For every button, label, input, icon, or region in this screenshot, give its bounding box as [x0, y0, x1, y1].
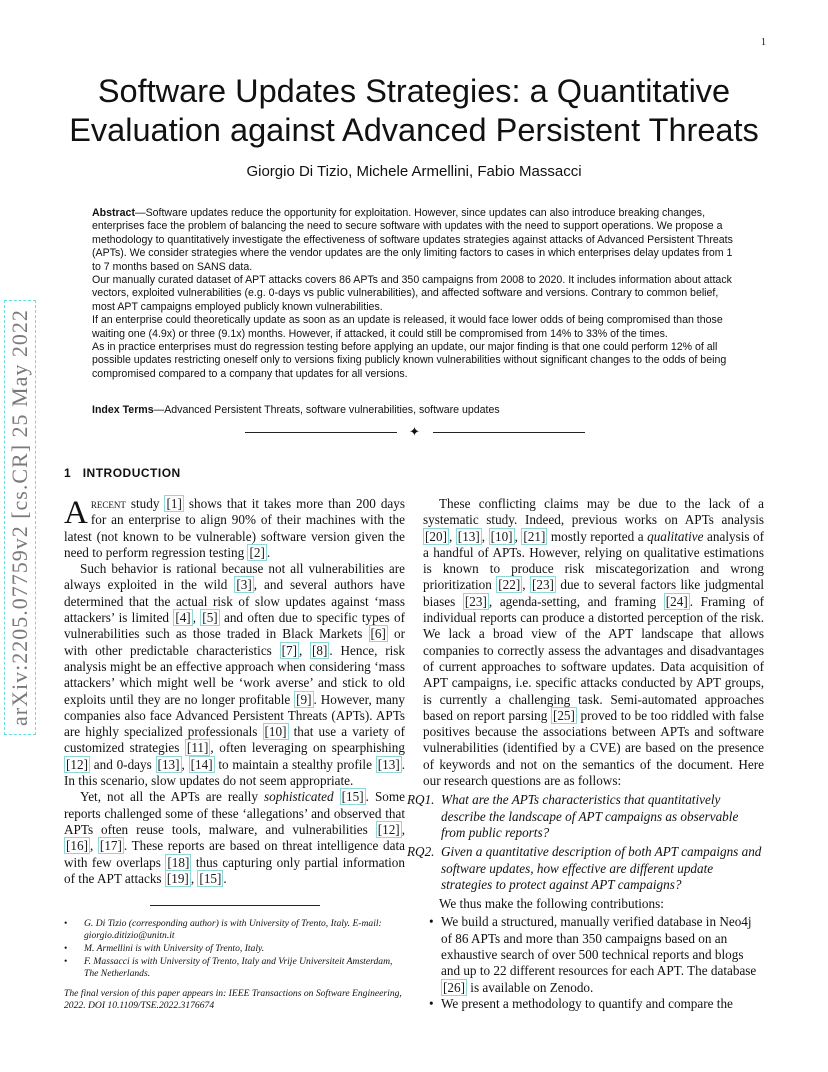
index-terms-label: Index Terms	[92, 404, 154, 416]
citation-link[interactable]: [12]	[377, 821, 400, 837]
intro-paragraph-2: Such behavior is rational because not all vulnerabilities are always exploited in the wild [3] , and several authors have determined that the actual risk of slow updates against ‘mass attackers’ is limited [4] , [5] and often due to specific types of vulnerabilities such as those traded in Black Markets [6] or with other predictable characteristics [7] , [8] . Hence, risk analysis might be an effective approach when considering ‘mass attackers’ which might well be ‘work averse’ and stick to old exploits until they are no longer profitable [9] . However, many companies also face Advanced Persistent Threats (APTs). APTs are highly specialized professionals [10] that use a variety of customized strategies [11] , often leveraging on spearphishing [12] and 0-days [13] , [14] to maintain a stealthy profile [13] . In this scenario, slow updates do not seem appropriate.	[64, 561, 406, 789]
citation-link[interactable]: [20]	[425, 528, 447, 544]
intro-paragraph-4: These conflicting claims may be due to the lack of a systematic study. Indeed, previous works on APTs analysis [20] , [13] , [10] , [21] mostly reported a qualitative analysis of a handful of APTs. However, relying on qualitative estimations is known to produce risk miscategorization and wrong prioritization [22] , [23] due to several factors like judgmental biases [23] , agenda-setting, and framing [24] . Framing of individual reports can produce a distorted perception of the risk. We lack a broad view of the APT landscape that allows companies to correctly assess the advantages and disadvantages of current approaches to software updates. Data acquisition of APT campaigns, i.e. specific attacks conducted by APT groups, is currently a challenging task. Semi-automated approaches based on report parsing [25] proved to be too riddled with false positives because the associations between APTs and software vulnerabilities (identified by a CVE) are based on the presence of keywords and not on the semantics of the document. Here our research questions are as follows:	[423, 496, 765, 789]
citation-link[interactable]: [18]	[167, 854, 190, 870]
section-title: INTRODUCTION	[82, 466, 181, 480]
contribution-item: • We build a structured, manually verified database in Neo4j of 86 APTs and more than 350 campaigns based on an exhaustive search of over 500 technical reports and blogs and up to 22 different resources for each APT. The database [26] is available on Zenodo.	[441, 914, 764, 995]
citation-link[interactable]: [21]	[523, 528, 546, 544]
footnote-rule	[150, 905, 320, 906]
citation-link[interactable]: [13]	[157, 756, 180, 772]
citation-link[interactable]: [13]	[457, 528, 480, 544]
separator-line-left	[245, 432, 397, 433]
citation-link[interactable]: [6]	[370, 626, 386, 642]
abstract-p1: Abstract—Software updates reduce the opportunity for exploitation. However, since updates can also introduce breaking changes, enterprises face the problem of balancing the need to secure software with updates with the need to support operations. We propose a methodology to quantitatively investigate the effectiveness of software updates strategies against attacks of Advanced Persistent Threats (APTs). We consider strategies where the vendor updates are the only limiting factors to cases in which enterprises delay updates from 1 to 7 months based on SANS data.	[92, 207, 733, 273]
dropcap: A	[64, 495, 88, 531]
footnote-author-2: • M. Armellini is with University of Trento, Italy.	[64, 943, 404, 955]
citation-link[interactable]: [11]	[186, 740, 209, 756]
right-column	[407, 496, 765, 1012]
citation-link[interactable]: [7]	[281, 642, 297, 658]
arxiv-stamp[interactable]: arXiv:2205.07759v2 [cs.CR] 25 May 2022	[4, 300, 36, 735]
separator-line-right	[433, 432, 585, 433]
abstract-label: Abstract	[92, 207, 135, 219]
section-heading: 1 INTRODUCTION	[64, 466, 181, 480]
citation-link[interactable]: [19]	[166, 870, 189, 886]
footnote-author-3: • F. Massacci is with University of Trento, Italy and Vrije Universiteit Amsterdam, The Netherlands.	[64, 956, 404, 980]
citation-link[interactable]: [23]	[464, 593, 487, 609]
abstract-p2: Our manually curated dataset of APT attacks covers 86 APTs and 350 campaigns from 2008 to 2020. It includes information about attack vectors, exploited vulnerabilities (e.g. 0-days vs public vulnerabilities), and affected software and versions. Contrary to common belief, most APT campaigns employed publicly known vulnerabilities.	[92, 274, 732, 313]
page-number: 1	[761, 37, 766, 48]
citation-link[interactable]: [14]	[190, 756, 213, 772]
research-question-2: RQ2. Given a quantitative description of both APT campaigns and software updates, how effective are different update strategies to protect against APT campaigns?	[407, 844, 762, 892]
citation-link[interactable]: [10]	[490, 528, 513, 544]
citation-link[interactable]: [17]	[99, 838, 122, 854]
research-question-1: RQ1. What are the APTs characteristics that quantitatively describe the landscape of APT campaigns as observable from public reports?	[407, 792, 739, 840]
abstract-p3: If an enterprise could theoretically update as soon as an update is released, it would face lower odds of being compromised than those waiting one (4.9x) or three (9.1x) months. However, if attacked, it could still be compromised from 14% to 33% of the times.	[92, 314, 723, 340]
abstract	[92, 207, 738, 381]
contributions-intro: We thus make the following contributions:	[439, 896, 664, 912]
citation-link[interactable]: [25]	[552, 707, 575, 723]
citation-link[interactable]: [4]	[175, 610, 191, 626]
left-column	[64, 496, 405, 887]
separator-diamond-icon: ✦	[409, 425, 420, 440]
citation-link[interactable]: [12]	[66, 756, 88, 772]
citation-link[interactable]: [3]	[236, 577, 252, 593]
citation-link[interactable]: [15]	[199, 870, 222, 886]
paper-title: Software Updates Strategies: a Quantitative Evaluation against Advanced Persistent Threats	[69, 73, 759, 148]
citation-link[interactable]: [26]	[443, 979, 465, 995]
index-terms: Index Terms—Advanced Persistent Threats, software vulnerabilities, software updates	[92, 404, 500, 416]
citation-link[interactable]: [22]	[498, 577, 521, 593]
citation-link[interactable]: [5]	[202, 610, 218, 626]
footnotes	[64, 918, 404, 1012]
citation-link[interactable]: [1]	[166, 496, 182, 511]
citation-link[interactable]: [10]	[264, 724, 287, 740]
abstract-p4: As in practice enterprises must do regression testing before applying an update, our major finding is that one could perform 12% of all possible updates restricting oneself only to versions fixing publicly known vulnerabilities without significant changes to the odds of being compromised compared to a company that updates for all versions.	[92, 341, 727, 380]
section-separator	[245, 427, 585, 439]
contribution-item: • We present a methodology to quantify and compare the	[441, 996, 764, 1012]
citation-link[interactable]: [9]	[296, 691, 312, 707]
citation-link[interactable]: [8]	[312, 642, 328, 658]
paper-authors: Giorgio Di Tizio, Michele Armellini, Fabio Massacci	[246, 163, 582, 180]
publication-note: The final version of this paper appears in: IEEE Transactions on Software Engineering, 2022. DOI 10.1109/TSE.2022.3176674	[64, 988, 402, 1011]
citation-link[interactable]: [15]	[341, 789, 364, 805]
citation-link[interactable]: [16]	[66, 838, 88, 854]
intro-paragraph-1: Arecent study [1] shows that it takes more than 200 days for an enterprise to align 90% of their machines with the latest (not known to be vulnerable) software version given the need to perform regression testing [2] .	[64, 495, 406, 560]
footnote-author-1: • G. Di Tizio (corresponding author) is with University of Trento, Italy. E-mail: giorgio.ditizio@unitn.it	[64, 918, 404, 942]
citation-link[interactable]: [13]	[377, 756, 400, 772]
citation-link[interactable]: [2]	[249, 544, 265, 560]
citation-link[interactable]: [24]	[665, 593, 688, 609]
intro-paragraph-3: Yet, not all the APTs are really sophisticated [15] . Some reports challenged some of these ‘allegations’ and observed that APTs often reuse tools, malware, and vulnerabilities [12] , [16] , [17] . These reports are based on threat intelligence data with few overlaps [18] thus capturing only partial information of the APT attacks [19] , [15] .	[64, 789, 405, 886]
citation-link[interactable]: [23]	[531, 577, 554, 593]
contributions-list	[423, 914, 764, 1012]
